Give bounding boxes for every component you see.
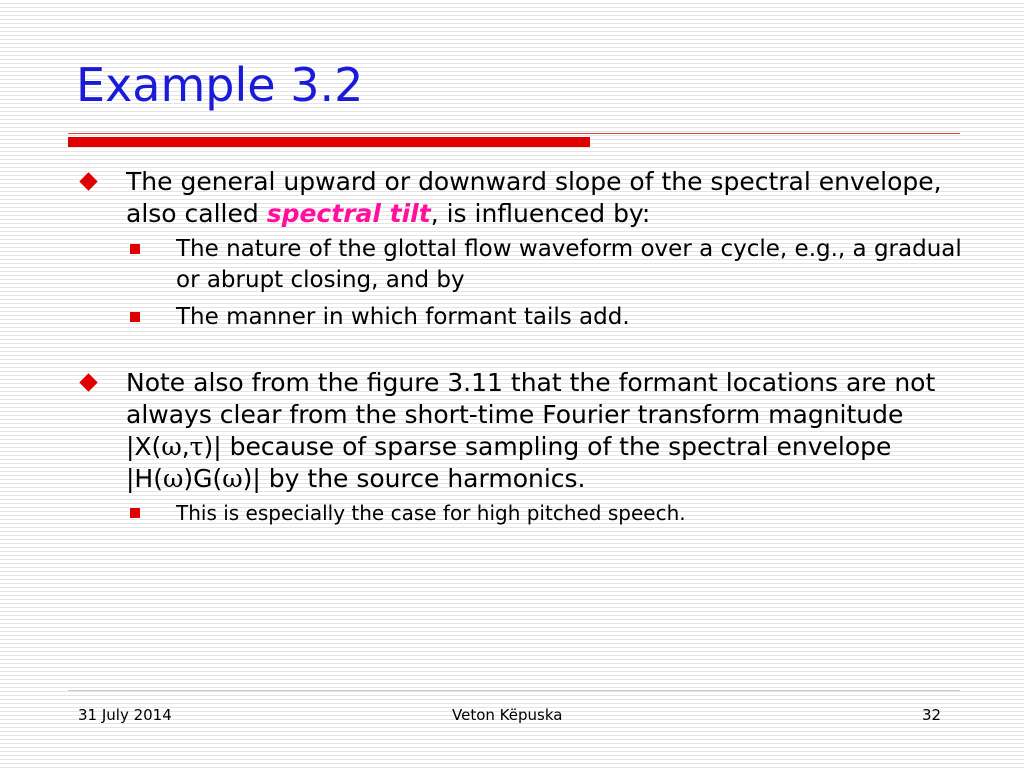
slide-content [76,166,966,527]
title-rule-thin [68,133,960,134]
bullet-text: )| because of sparse sampling of the spectral envelope |H( [126,432,892,493]
sub-bullet-text: The nature of the glottal flow waveform over a cycle, e.g., a gradual or abrupt closing, and by [176,236,962,293]
footer-divider [68,690,960,691]
comma: , [181,432,190,461]
diamond-bullet-icon [79,172,97,190]
tau-symbol: τ [189,432,204,461]
page-number: 32 [922,706,942,724]
emphasis-term: spectral tilt [266,199,431,228]
bullet-text: )G( [183,464,223,493]
diamond-bullet-icon [79,373,97,391]
footer-date: 31 July 2014 [78,706,172,724]
bullet-text: The general upward or downward slope of the spectral envelope, also called [126,167,942,228]
square-bullet-icon [130,312,140,322]
bullet-formant-locations [76,367,966,495]
bullet-text: )| by the source harmonics. [242,464,586,493]
sub-bullet-text: This is especially the case for high pitched speech. [176,501,686,525]
bullet-text: , is influenced by: [430,199,651,228]
bullet-text: Note also from the figure 3.11 that the formant locations are not always clear from the short-time Fourier transform magnitude |X( [126,368,936,461]
omega-symbol: ω [222,464,243,493]
sub-bullet-formant-tails [76,302,966,333]
bullet-spectral-tilt [76,166,966,230]
square-bullet-icon [130,244,140,254]
sub-bullet-glottal-flow [76,234,966,296]
omega-symbol: ω [161,432,182,461]
omega-symbol: ω [162,464,184,493]
footer-author: Veton Këpuska [452,706,563,724]
slide-title: Example 3.2 [76,58,364,112]
sub-bullet-text: The manner in which formant tails add. [176,304,630,330]
title-rule-thick [68,137,590,147]
square-bullet-icon [130,508,140,518]
sub-bullet-high-pitched [76,499,966,527]
